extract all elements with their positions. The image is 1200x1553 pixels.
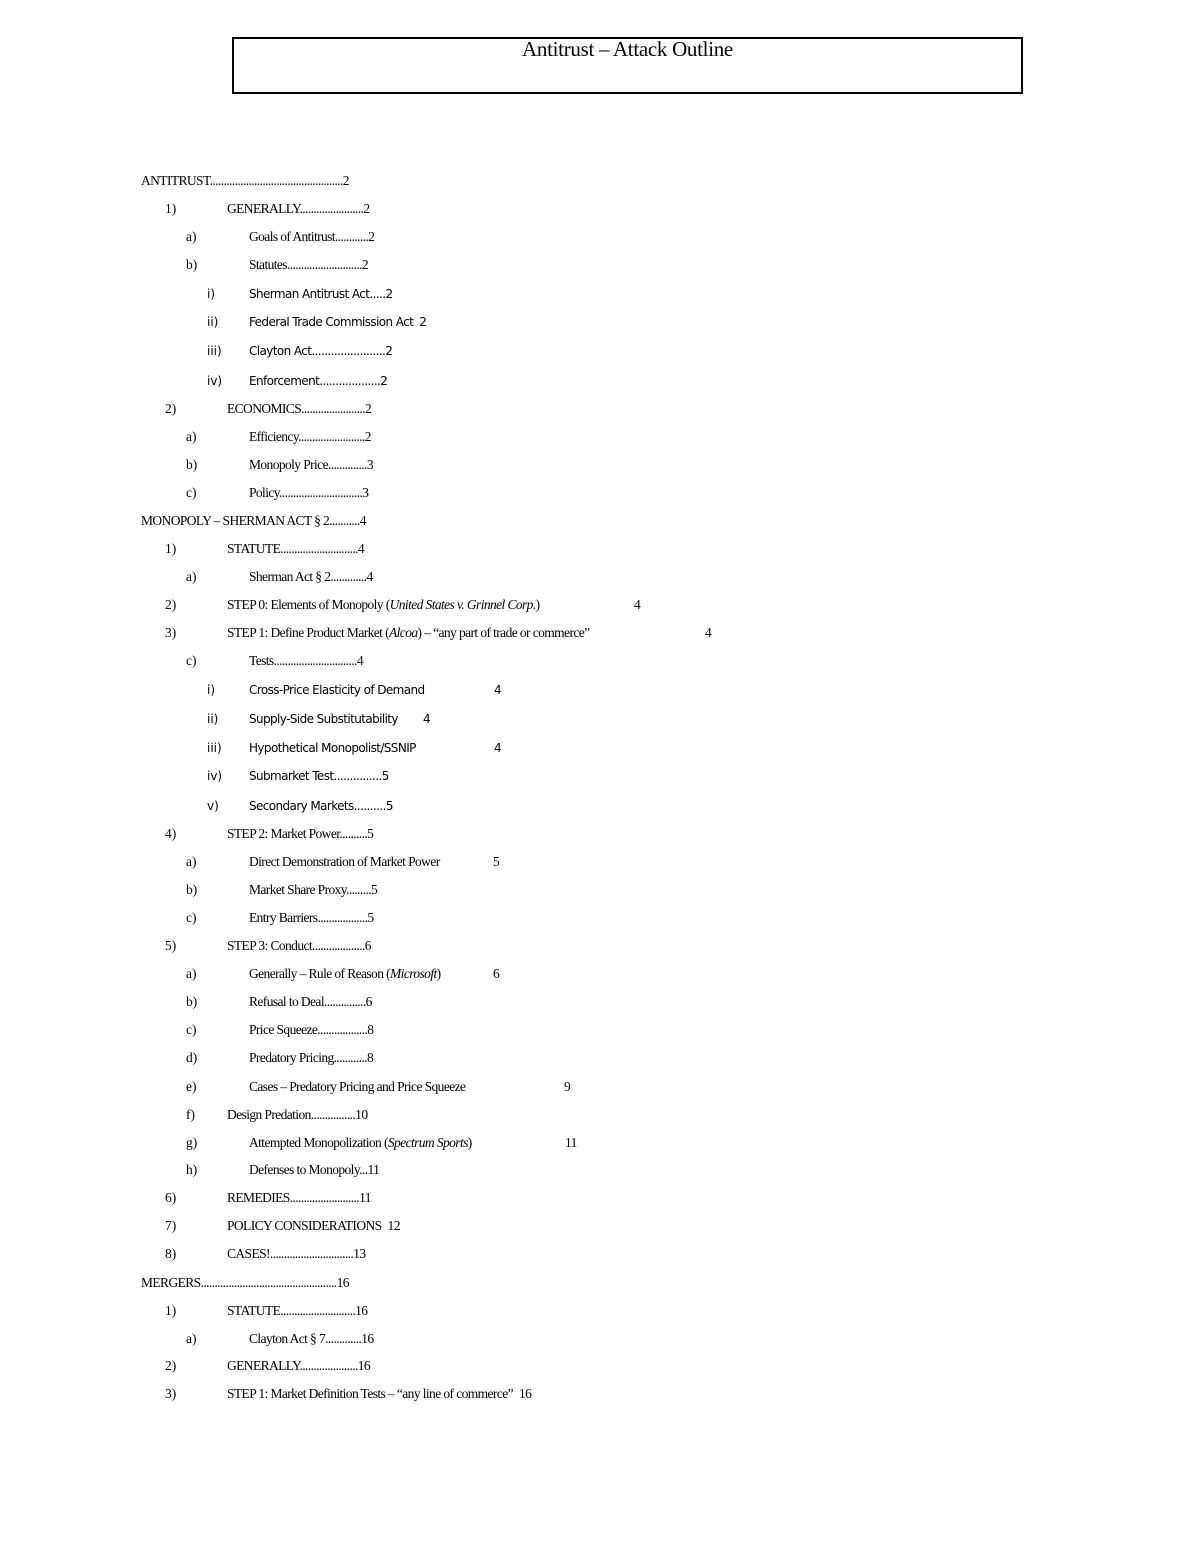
- toc-entry-page-number: 5: [385, 799, 393, 813]
- toc-entry-number: 3): [165, 625, 177, 640]
- toc-entry-leader: ............: [333, 1050, 367, 1065]
- toc-entry-title: [249, 854, 440, 870]
- toc-entry-number: b): [186, 882, 198, 897]
- toc-entry-title-part: STATUTE: [227, 541, 281, 556]
- toc-entry-title: [227, 1190, 371, 1206]
- toc-entry-title-part: Refusal to Deal: [249, 994, 324, 1009]
- toc-entry-page-number: 2: [385, 287, 393, 301]
- toc-entry-title-part: Attempted Monopolization (: [249, 1135, 388, 1150]
- toc-entry-title-part: Sherman Act § 2: [249, 569, 331, 584]
- toc-entry-title-part: CASES!: [227, 1246, 270, 1261]
- toc-entry-title: [249, 257, 368, 273]
- toc-entry-number: a): [186, 569, 197, 584]
- toc-entry-page-number: 10: [355, 1107, 368, 1122]
- toc-entry-page-number: 16: [357, 1358, 371, 1373]
- toc-entry-leader: .......................: [301, 401, 365, 416]
- toc-entry-page-number: 11: [367, 1162, 380, 1177]
- toc-entry-title-part: STEP 1: Market Definition Tests – “any line of commerce”: [227, 1386, 513, 1401]
- toc-entry-title-part: Design Predation: [227, 1107, 311, 1122]
- toc-entry-number: 1): [165, 541, 177, 556]
- toc-entry-page-number: 2: [364, 429, 371, 444]
- toc-entry-title: [227, 1358, 370, 1374]
- toc-entry-leader: .....................: [299, 1358, 358, 1373]
- toc-entry-title: [249, 1162, 379, 1178]
- toc-entry-leader: .........................: [289, 1190, 360, 1205]
- toc-entry-title: [249, 1135, 472, 1151]
- toc-entry-page-number: 6: [493, 966, 500, 981]
- toc-entry-title-part: STEP 3: Conduct: [227, 938, 313, 953]
- toc-entry-number: a): [186, 1331, 197, 1346]
- toc-entry-title: [249, 1022, 373, 1038]
- toc-entry-title: [249, 910, 374, 926]
- toc-entry-number: e): [186, 1079, 197, 1094]
- toc-entry-title: [141, 173, 349, 189]
- toc-entry-title-part: ): [436, 966, 441, 981]
- toc-entry-number: 1): [165, 1303, 177, 1318]
- toc-entry-leader: ...........................: [286, 257, 362, 272]
- toc-entry-title-part: ECONOMICS: [227, 401, 302, 416]
- toc-entry-page-number: 16: [355, 1303, 368, 1318]
- toc-entry-title-part: STEP 2: Market Power: [227, 826, 340, 841]
- toc-entry-number: ii): [207, 712, 219, 726]
- toc-entry-title-part: Cases – Predatory Pricing and Price Squeeze: [249, 1079, 466, 1094]
- toc-entry-page-number: 2: [368, 229, 375, 244]
- toc-entry-title: [249, 682, 425, 698]
- toc-entry-leader: ...........: [329, 513, 360, 528]
- toc-entry-title-part: MERGERS: [141, 1275, 201, 1290]
- toc-entry-page-number: 4: [359, 513, 366, 528]
- toc-entry-title-part: Clayton Act § 7: [249, 1331, 326, 1346]
- toc-entry-number: v): [207, 799, 219, 813]
- toc-entry-page-number: 16: [336, 1275, 349, 1290]
- toc-entry-leader: ........................: [298, 429, 365, 444]
- toc-entry-leader: ............................: [280, 541, 358, 556]
- toc-entry-number: iv): [207, 769, 223, 783]
- toc-entry-number: b): [186, 457, 198, 472]
- toc-entry-page-number: 2: [380, 374, 388, 388]
- toc-entry-page-number: 4: [634, 597, 641, 612]
- toc-entry-leader: ..........: [339, 826, 368, 841]
- toc-entry-title-part: Goals of Antitrust: [249, 229, 335, 244]
- toc-entry-page-number: 4: [356, 653, 363, 668]
- toc-entry-title-part: STATUTE: [227, 1303, 281, 1318]
- toc-entry-number: 5): [165, 938, 177, 953]
- toc-entry-page-number: 5: [371, 882, 378, 897]
- toc-entry-title: [227, 1386, 531, 1402]
- toc-entry-title-part: ANTITRUST: [141, 173, 210, 188]
- toc-entry-title-part: Sherman Antitrust Act: [249, 287, 370, 301]
- toc-entry-leader: ...........................: [280, 1303, 356, 1318]
- toc-entry-leader: ..................: [317, 1022, 368, 1037]
- toc-entry-title: [249, 1079, 465, 1095]
- toc-entry-page-number: 11: [359, 1190, 371, 1205]
- toc-entry-title-part: Price Squeeze: [249, 1022, 318, 1037]
- toc-entry-page-number: 2: [342, 173, 349, 188]
- toc-entry-title: [227, 938, 371, 954]
- toc-entry-title-part: Policy: [249, 485, 280, 500]
- toc-entry-leader: ..............: [327, 457, 367, 472]
- toc-entry-title: [249, 740, 416, 756]
- toc-entry-page-number: 5: [493, 854, 500, 869]
- toc-entry-page-number: 9: [564, 1079, 571, 1094]
- toc-entry-title-part: Tests: [249, 653, 274, 668]
- toc-entry-number: a): [186, 229, 197, 244]
- toc-entry-page-number: 8: [367, 1022, 374, 1037]
- toc-entry-title: [249, 994, 372, 1010]
- toc-entry-title: [249, 286, 393, 302]
- document-title: Antitrust – Attack Outline: [522, 37, 733, 61]
- toc-entry-title-part: REMEDIES: [227, 1190, 290, 1205]
- toc-entry-title-part: Efficiency: [249, 429, 299, 444]
- toc-entry-leader: ..........: [353, 799, 386, 813]
- toc-entry-title: [249, 314, 426, 330]
- toc-entry-number: a): [186, 854, 197, 869]
- toc-entry-number: b): [186, 994, 198, 1009]
- toc-entry-page-number: 5: [381, 769, 389, 783]
- toc-entry-title: [227, 625, 590, 641]
- toc-entry-leader: ................................................: [209, 173, 343, 188]
- toc-entry-title-part: Secondary Markets: [249, 799, 354, 813]
- toc-entry-page-number: 13: [353, 1246, 366, 1261]
- toc-entry-number: i): [207, 287, 216, 301]
- toc-entry-number: ii): [207, 315, 219, 329]
- toc-entry-page-number: 4: [423, 712, 431, 726]
- toc-entry-number: 2): [165, 1358, 177, 1373]
- toc-entry-page-number: 12: [387, 1218, 400, 1233]
- toc-entry-title: [141, 513, 366, 529]
- toc-entry-number: c): [186, 1022, 197, 1037]
- toc-entry-leader: .....: [369, 287, 386, 301]
- toc-entry-number: h): [186, 1162, 198, 1177]
- toc-entry-leader: .............: [325, 1331, 362, 1346]
- toc-entry-leader: ..............................: [279, 485, 363, 500]
- toc-entry-leader: .................................................: [200, 1275, 337, 1290]
- toc-entry-title: [249, 1331, 374, 1347]
- toc-entry-number: iii): [207, 741, 222, 755]
- toc-entry-number: g): [186, 1135, 198, 1150]
- toc-entry-number: f): [186, 1107, 195, 1122]
- toc-entry-leader: ...............: [323, 994, 366, 1009]
- toc-entry-title: [141, 1275, 349, 1291]
- toc-entry-title: [249, 429, 371, 445]
- toc-entry-title: [227, 1246, 366, 1262]
- toc-entry-leader: .........: [346, 882, 372, 897]
- toc-entry-page-number: 4: [494, 741, 502, 755]
- toc-entry-page-number: 6: [364, 938, 371, 953]
- toc-entry-title-part: Federal Trade Commission Act: [249, 315, 414, 329]
- toc-entry-title-part: ) – “any part of trade or commerce”: [417, 625, 590, 640]
- toc-entry-title-part: GENERALLY: [227, 201, 300, 216]
- toc-entry-page-number: 2: [361, 257, 369, 272]
- toc-entry-title: [249, 485, 368, 501]
- toc-entry-title-italic: United States v. Grinnel Corp.: [389, 597, 536, 612]
- toc-entry-number: 1): [165, 201, 177, 216]
- toc-entry-leader: ................: [310, 1107, 356, 1122]
- toc-entry-number: c): [186, 653, 197, 668]
- toc-entry-number: 2): [165, 401, 177, 416]
- toc-entry-page-number: 16: [519, 1386, 532, 1401]
- toc-entry-page-number: 4: [705, 625, 712, 640]
- toc-entry-number: b): [186, 257, 198, 272]
- toc-entry-title-part: ): [535, 597, 540, 612]
- toc-entry-title: [249, 966, 441, 982]
- toc-entry-page-number: 16: [361, 1331, 374, 1346]
- toc-entry-title: [227, 1303, 367, 1319]
- toc-entry-page-number: 8: [366, 1050, 374, 1065]
- toc-entry-title: [249, 569, 373, 585]
- toc-entry-title-part: GENERALLY: [227, 1358, 300, 1373]
- toc-entry-title-part: Generally – Rule of Reason (: [249, 966, 391, 981]
- toc-entry-page-number: 5: [367, 826, 374, 841]
- toc-entry-title: [227, 201, 369, 217]
- toc-entry-title-italic: Spectrum Sports: [387, 1135, 468, 1150]
- toc-entry-title-italic: Alcoa: [389, 625, 418, 640]
- toc-entry-title: [249, 711, 398, 727]
- toc-entry-title: [249, 798, 393, 814]
- toc-entry-title: [249, 653, 363, 669]
- toc-entry-page-number: 4: [357, 541, 365, 556]
- toc-entry-title: [227, 1107, 367, 1123]
- toc-entry-page-number: 2: [385, 344, 393, 358]
- toc-entry-title: [249, 457, 373, 473]
- toc-entry-page-number: 2: [363, 201, 370, 216]
- toc-entry-leader: .......................: [311, 344, 386, 358]
- toc-entry-title-part: ): [467, 1135, 472, 1150]
- toc-entry-leader: ...............: [333, 769, 382, 783]
- toc-entry-leader: ...: [359, 1162, 368, 1177]
- toc-entry-title-part: STEP 0: Elements of Monopoly (: [227, 597, 390, 612]
- toc-entry-title: [249, 1050, 373, 1066]
- toc-entry-title-part: Supply-Side Substitutability: [249, 712, 398, 726]
- toc-entry-title-part: Clayton Act: [249, 344, 312, 358]
- toc-entry-title-part: Entry Barriers: [249, 910, 318, 925]
- toc-entry-title-part: Monopoly Price: [249, 457, 328, 472]
- toc-entry-title-part: Predatory Pricing: [249, 1050, 334, 1065]
- toc-entry-title-part: STEP 1: Define Product Market (: [227, 625, 389, 640]
- toc-entry-number: c): [186, 485, 197, 500]
- toc-entry-title: [227, 826, 373, 842]
- toc-entry-number: iv): [207, 374, 223, 388]
- toc-entry-leader: .............: [330, 569, 367, 584]
- toc-entry-page-number: 6: [365, 994, 372, 1009]
- toc-entry-number: 4): [165, 826, 177, 841]
- toc-entry-title: [227, 1218, 400, 1234]
- toc-entry-title-part: Enforcement: [249, 374, 320, 388]
- toc-entry-title-part: Hypothetical Monopolist/SSNIP: [249, 741, 416, 755]
- toc-entry-leader: ..................: [317, 910, 368, 925]
- toc-entry-page-number: 3: [362, 485, 369, 500]
- toc-entry-number: d): [186, 1050, 198, 1065]
- toc-entry-page-number: 4: [366, 569, 373, 584]
- toc-entry-title-part: POLICY CONSIDERATIONS: [227, 1218, 382, 1233]
- toc-entry-title-part: Statutes: [249, 257, 287, 272]
- toc-entry-title-part: Cross-Price Elasticity of Demand: [249, 683, 425, 697]
- toc-entry-number: c): [186, 910, 197, 925]
- toc-entry-title: [249, 343, 392, 359]
- toc-entry-leader: ...................: [319, 374, 381, 388]
- toc-entry-page-number: 11: [565, 1135, 577, 1150]
- toc-entry-number: 3): [165, 1386, 177, 1401]
- toc-entry-title-part: Defenses to Monopoly: [249, 1162, 360, 1177]
- toc-entry-leader: .......................: [299, 201, 364, 216]
- toc-entry-title: [227, 541, 364, 557]
- toc-entry-number: a): [186, 429, 197, 444]
- toc-entry-title-italic: Microsoft: [390, 966, 437, 981]
- toc-entry-page-number: 4: [494, 683, 502, 697]
- toc-entry-title-part: Market Share Proxy: [249, 882, 347, 897]
- toc-entry-number: a): [186, 966, 197, 981]
- toc-entry-title-part: MONOPOLY – SHERMAN ACT § 2: [141, 513, 330, 528]
- toc-entry-leader: ..............................: [273, 653, 357, 668]
- toc-entry-number: 2): [165, 597, 177, 612]
- toc-entry-page-number: 2: [364, 401, 372, 416]
- toc-entry-page-number: 3: [366, 457, 373, 472]
- toc-entry-number: i): [207, 683, 216, 697]
- toc-entry-title: [249, 229, 374, 245]
- toc-entry-page-number: 5: [367, 910, 374, 925]
- toc-entry-title-part: Direct Demonstration of Market Power: [249, 854, 440, 869]
- toc-entry-title: [227, 597, 540, 613]
- toc-entry-title: [249, 882, 377, 898]
- toc-entry-leader: ...................: [312, 938, 365, 953]
- toc-entry-leader: ..............................: [269, 1246, 354, 1261]
- toc-entry-leader: ............: [334, 229, 369, 244]
- toc-entry-number: 6): [165, 1190, 177, 1205]
- toc-entry-title: [249, 768, 389, 784]
- toc-entry-page-number: 2: [419, 315, 427, 329]
- toc-entry-number: 7): [165, 1218, 177, 1233]
- toc-entry-title: [227, 401, 371, 417]
- toc-entry-number: 8): [165, 1246, 177, 1261]
- toc-entry-number: iii): [207, 344, 222, 358]
- toc-entry-title-part: Submarket Test: [249, 769, 334, 783]
- toc-entry-title: [249, 373, 387, 389]
